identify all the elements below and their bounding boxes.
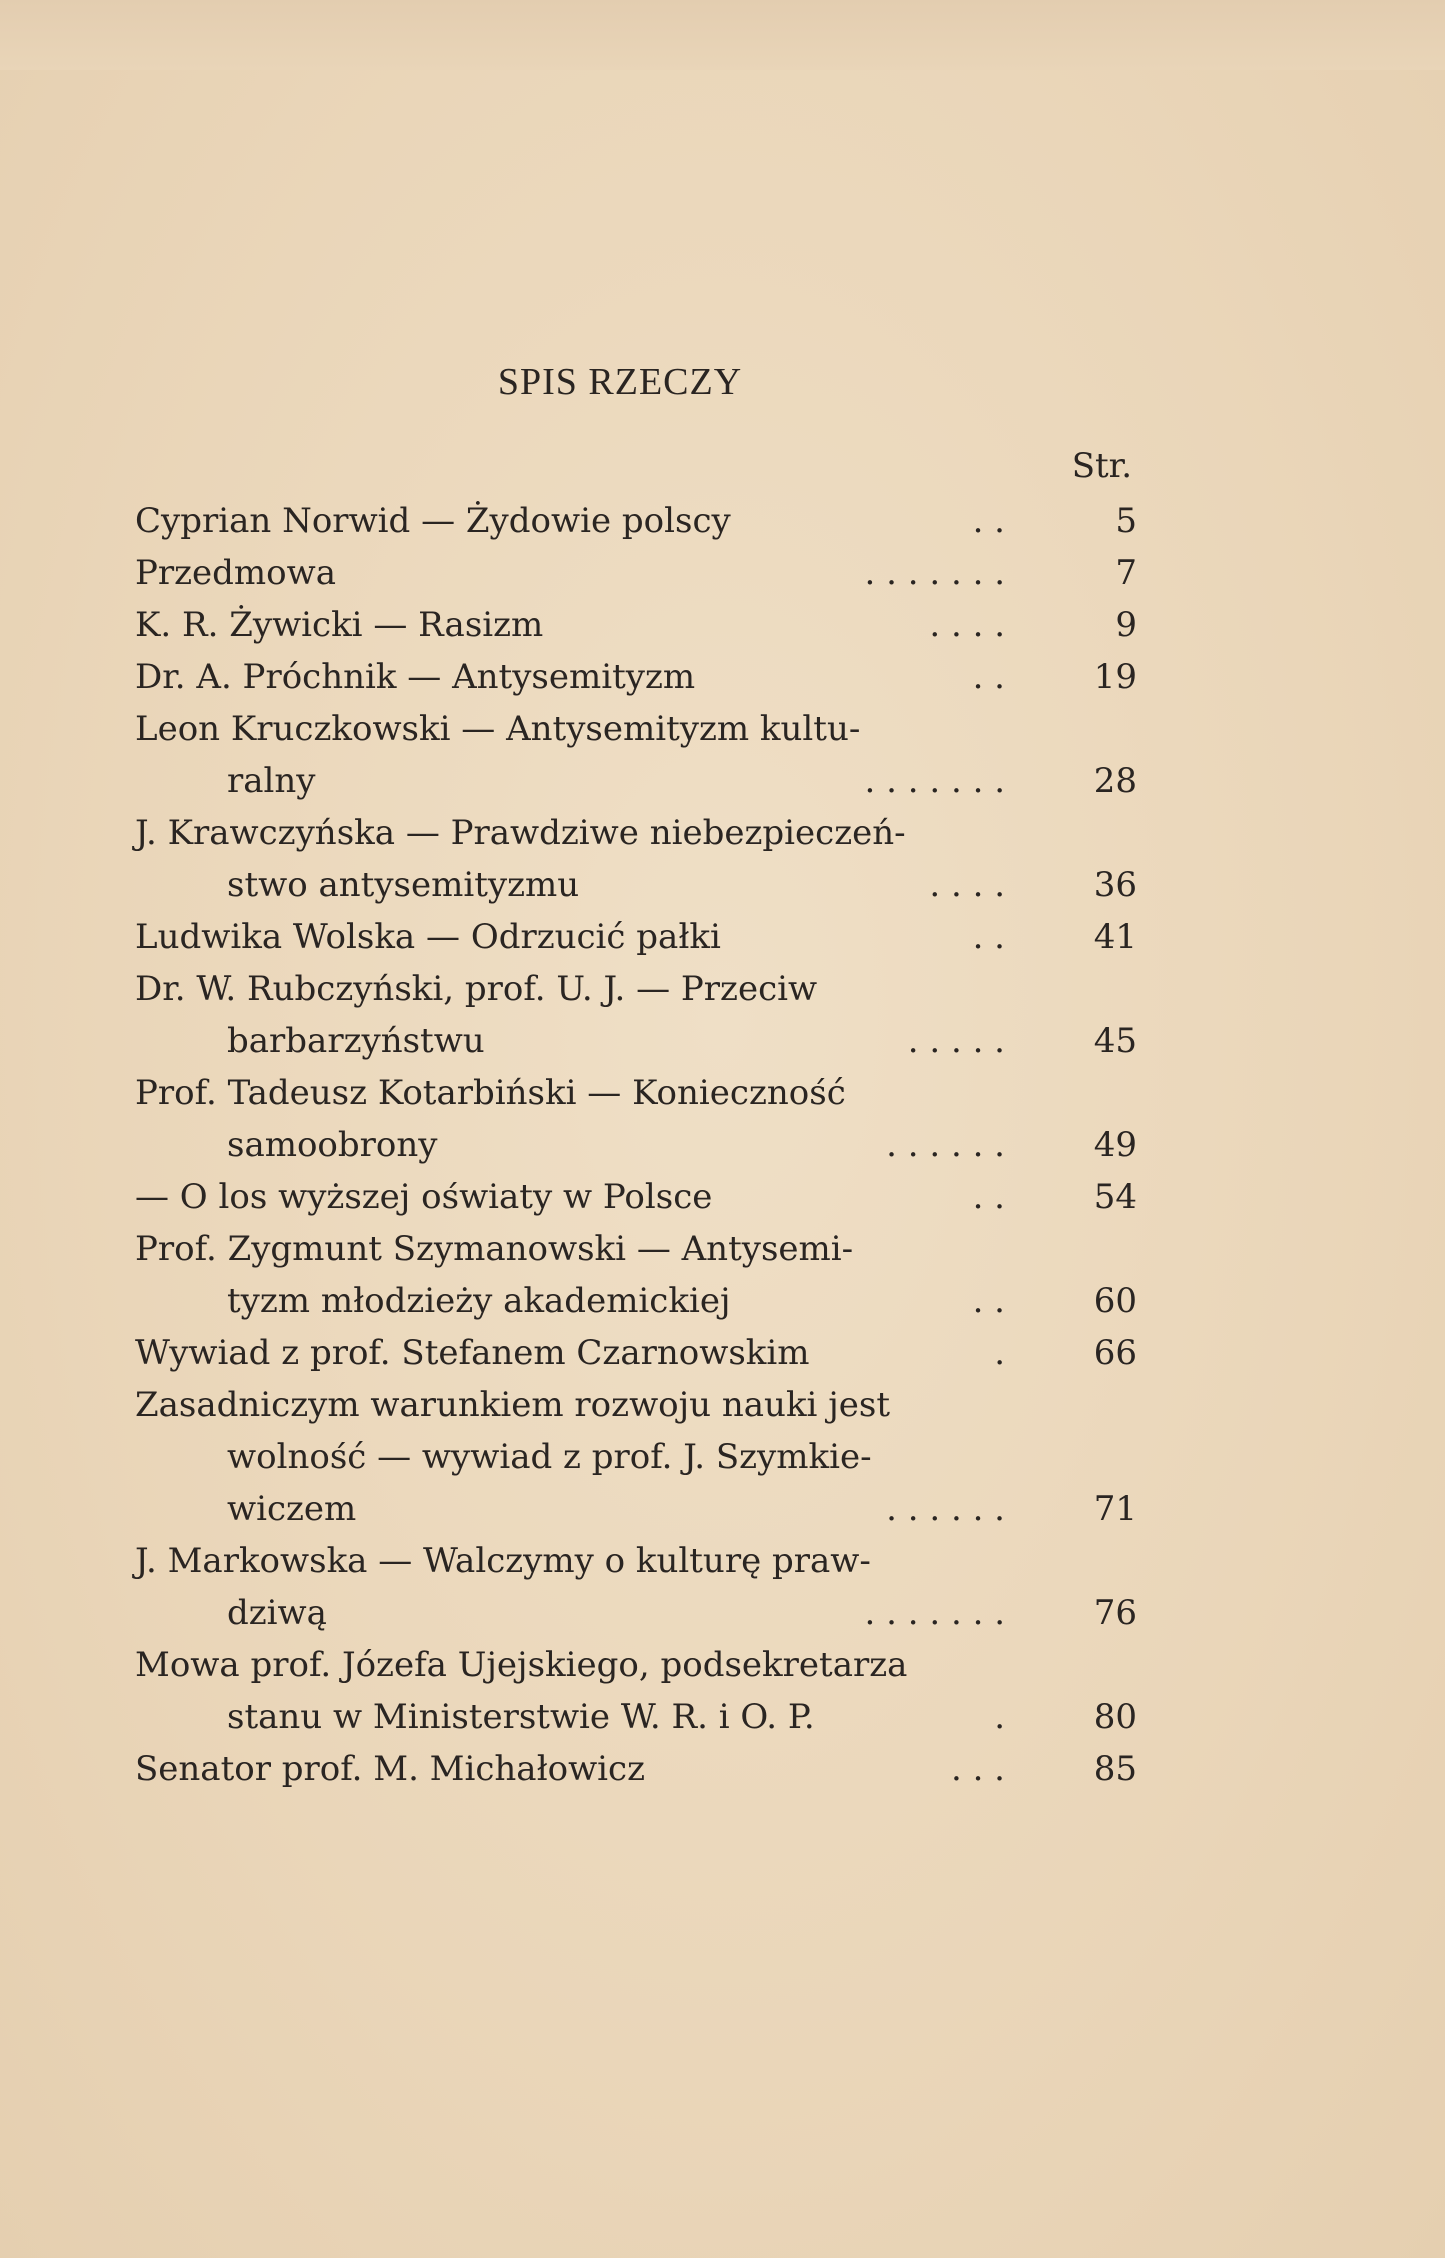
toc-entry-text: ralny: [227, 761, 316, 801]
toc-entry-text: Wywiad z prof. Stefanem Czarnowskim: [135, 1333, 810, 1373]
toc-page-number: 9: [1115, 605, 1137, 645]
toc-entry: [135, 1379, 1135, 1535]
toc-line: [135, 1067, 1135, 1119]
toc-line: [135, 1483, 1135, 1535]
toc-dot-leaders: . .: [972, 1177, 1005, 1217]
toc-entry-text: tyzm młodzieży akademickiej: [227, 1281, 731, 1321]
toc-entry: [135, 651, 1135, 703]
toc-entry: [135, 1743, 1135, 1795]
toc-entry-text: Zasadniczym warunkiem rozwoju nauki jest: [135, 1385, 891, 1425]
toc-entry: [135, 1535, 1135, 1639]
toc-entry-text: Ludwika Wolska — Odrzucić pałki: [135, 917, 721, 957]
toc-page-number: 45: [1093, 1021, 1137, 1061]
toc-page-number: 71: [1093, 1489, 1137, 1529]
page-title: SPIS RZECZY: [497, 361, 743, 403]
toc-entry-text: Prof. Tadeusz Kotarbiński — Konieczność: [135, 1073, 846, 1113]
toc-page-number: 5: [1115, 501, 1137, 541]
toc-line: [135, 755, 1135, 807]
toc-dot-leaders: . .: [972, 917, 1005, 957]
page-column-label: Str.: [1071, 446, 1132, 486]
toc-entry: [135, 1639, 1135, 1743]
toc-page-number: 85: [1093, 1749, 1137, 1789]
toc-line: [135, 807, 1135, 859]
toc-line: [135, 1275, 1135, 1327]
toc-dot-leaders: . .: [972, 1281, 1005, 1321]
toc-dot-leaders: . . . . . .: [886, 1125, 1005, 1165]
toc-line: [135, 1431, 1135, 1483]
toc-entry-text: Prof. Zygmunt Szymanowski — Antysemi-: [135, 1229, 854, 1269]
toc-entry-text: K. R. Żywicki — Rasizm: [135, 605, 544, 645]
toc-entry-text: samoobrony: [227, 1125, 438, 1165]
toc-entry-text: J. Markowska — Walczymy o kulturę praw-: [135, 1541, 871, 1581]
toc-page-number: 7: [1115, 553, 1137, 593]
toc-entry-text: stwo antysemityzmu: [227, 865, 580, 905]
toc-entry: [135, 495, 1135, 547]
toc-dot-leaders: . .: [972, 657, 1005, 697]
toc-page-number: 54: [1093, 1177, 1137, 1217]
toc-line: [135, 1379, 1135, 1431]
toc-line: [135, 1691, 1135, 1743]
toc-line: [135, 1587, 1135, 1639]
table-of-contents: [135, 495, 1135, 1795]
toc-entry: [135, 807, 1135, 911]
toc-entry: [135, 963, 1135, 1067]
toc-page-number: 41: [1093, 917, 1137, 957]
toc-entry: [135, 1223, 1135, 1327]
toc-dot-leaders: .: [994, 1333, 1005, 1373]
toc-entry-text: Senator prof. M. Michałowicz: [135, 1749, 645, 1789]
toc-entry: [135, 599, 1135, 651]
toc-dot-leaders: .: [994, 1697, 1005, 1737]
toc-line: [135, 1743, 1135, 1795]
toc-dot-leaders: . . . .: [929, 605, 1005, 645]
toc-entry-text: Mowa prof. Józefa Ujejskiego, podsekretarza: [135, 1645, 908, 1685]
toc-dot-leaders: . . . . . . .: [864, 761, 1005, 801]
toc-line: [135, 651, 1135, 703]
toc-page-number: 80: [1093, 1697, 1137, 1737]
toc-line: [135, 1119, 1135, 1171]
toc-line: [135, 547, 1135, 599]
toc-entry-text: Cyprian Norwid — Żydowie polscy: [135, 501, 731, 541]
toc-line: [135, 1639, 1135, 1691]
toc-entry-text: — O los wyższej oświaty w Polsce: [135, 1177, 713, 1217]
toc-dot-leaders: . . . . . .: [886, 1489, 1005, 1529]
toc-line: [135, 1223, 1135, 1275]
toc-dot-leaders: . .: [972, 501, 1005, 541]
toc-line: [135, 703, 1135, 755]
toc-page-number: 28: [1093, 761, 1137, 801]
toc-entry-text: Leon Kruczkowski — Antysemityzm kultu-: [135, 709, 861, 749]
toc-line: [135, 859, 1135, 911]
toc-entry-text: stanu w Ministerstwie W. R. i O. P.: [227, 1697, 815, 1737]
toc-entry-text: barbarzyństwu: [227, 1021, 485, 1061]
toc-line: [135, 963, 1135, 1015]
toc-dot-leaders: . . . . . . .: [864, 553, 1005, 593]
toc-line: [135, 911, 1135, 963]
toc-page-number: 36: [1093, 865, 1137, 905]
toc-line: [135, 1015, 1135, 1067]
toc-entry-text: J. Krawczyńska — Prawdziwe niebezpieczeń-: [135, 813, 906, 853]
toc-entry: [135, 911, 1135, 963]
toc-page-number: 66: [1093, 1333, 1137, 1373]
toc-page-number: 49: [1093, 1125, 1137, 1165]
toc-line: [135, 599, 1135, 651]
toc-page-number: 60: [1093, 1281, 1137, 1321]
toc-entry-text: Dr. A. Próchnik — Antysemityzm: [135, 657, 696, 697]
toc-entry: [135, 1327, 1135, 1379]
toc-dot-leaders: . . . .: [929, 865, 1005, 905]
toc-entry-text: wiczem: [227, 1489, 357, 1529]
page-top-edge: [0, 0, 1445, 70]
toc-dot-leaders: . . .: [950, 1749, 1005, 1789]
toc-page-number: 19: [1093, 657, 1137, 697]
toc-line: [135, 1171, 1135, 1223]
toc-line: [135, 1327, 1135, 1379]
toc-entry: [135, 703, 1135, 807]
toc-page-number: 76: [1093, 1593, 1137, 1633]
toc-entry: [135, 1171, 1135, 1223]
toc-dot-leaders: . . . . . . .: [864, 1593, 1005, 1633]
toc-entry-text: Dr. W. Rubczyński, prof. U. J. — Przeciw: [135, 969, 818, 1009]
toc-entry-text: dziwą: [227, 1593, 327, 1633]
toc-entry: [135, 547, 1135, 599]
toc-entry-text: Przedmowa: [135, 553, 337, 593]
toc-line: [135, 495, 1135, 547]
toc-entry: [135, 1067, 1135, 1171]
toc-entry-text: wolność — wywiad z prof. J. Szymkie-: [227, 1437, 872, 1477]
toc-line: [135, 1535, 1135, 1587]
toc-dot-leaders: . . . . .: [907, 1021, 1005, 1061]
